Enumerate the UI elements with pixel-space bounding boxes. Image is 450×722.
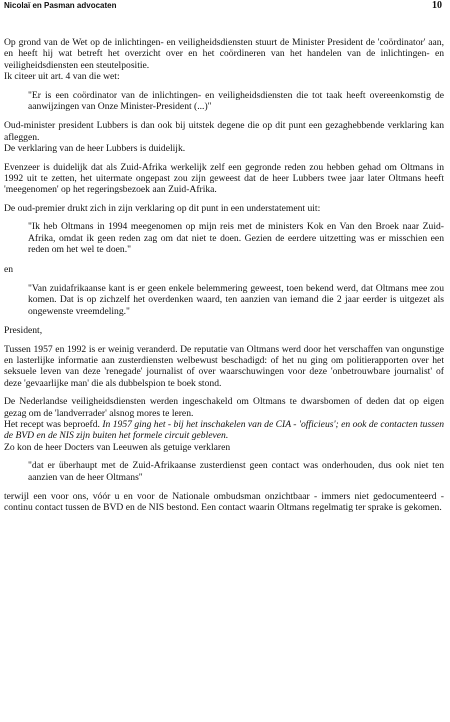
document-body: [4, 37, 444, 521]
connector-word: en: [4, 263, 14, 275]
page-header: [4, 1, 442, 13]
paragraph: Op grond van de Wet op de inlichtingen- en veiligheidsdiensten stuurt de Minister President de 'coördinator' aan, en heeft hij wat betreft het overzicht over en het coördineren van het handelen van de inlichtingen- en veiligheidsdiensten een steutelpositie.: [4, 37, 444, 71]
paragraph: Ik citeer uit art. 4 van die wet:: [4, 71, 120, 83]
paragraph: Evenzeer is duidelijk dat als Zuid-Afrika werkelijk zelf een gegronde reden zou hebben gehad om Oltmans in 1992 uit te zetten, het uitermate ongepast zou zijn geweest dat de heer Lubbers twee jaar later Oltmans heeft 'meegenomen' op het regeringsbezoek aan Zuid-Afrika.: [4, 161, 444, 196]
paragraph: De Nederlandse veiligheidsdiensten werden ingeschakeld om Oltmans te dwarsbomen of deden dat op eigen gezag om de 'landverrader' alsnog mores te leren.: [4, 396, 444, 419]
paragraph-italic: In 1957 ging het - bij het inschakelen van de CIA - 'officieus'; en ook de contacten tussen de BVD en de NIS zijn buiten het formele circuit gebleven.: [4, 418, 445, 442]
quotation: "Er is een coördinator van de inlichtingen- en veiligheidsdiensten die tot taak heeft overeenkomstig de aanwijzingen van Onze Minister-President (...)": [28, 89, 444, 113]
page-number: 10: [432, 0, 442, 11]
paragraph: Tussen 1957 en 1992 is er weinig veranderd. De reputatie van Oltmans werd door het verschaffen van ongunstige en lasterlijke informatie aan zusterdiensten welbewust beschadigd: of het nu ging om politierapporten over het seksuele leven van deze 'renegade' journalist of over waarschuwingen voor deze 'onbetrouwbare journalist' of deze 'gevaarlijke man' die als dubbelspion te boek stond.: [4, 343, 444, 389]
quotation: "Ik heb Oltmans in 1994 meegenomen op mijn reis met de ministers Kok en Van den Broek naar Zuid-Afrika, omdat ik geen reden zag om dat niet te doen. Gezien de eerdere uitzetting was er misschien een reden om het wel te doen.": [28, 221, 444, 256]
paragraph: De verklaring van de heer Lubbers is duidelijk.: [4, 143, 186, 155]
paragraph-lead: Het recept was beproefd.: [4, 418, 103, 430]
quotation: "dat er überhaupt met de Zuid-Afrikaanse zusterdienst geen contact was onderhouden, dus ook niet ten aanzien van de heer Oltmans": [28, 460, 444, 483]
paragraph: Zo kon de heer Docters van Leeuwen als getuige verklaren: [4, 441, 231, 453]
paragraph: terwijl een voor ons, vóór u en voor de Nationale ombudsman onzichtbaar - immers niet gedocumenteerd - continu contact tussen de BVD en de NIS bestond. Een contact waarin Oltmans regelmatig ter sprake is gekomen.: [4, 491, 444, 514]
quotation: "Van zuidafrikaanse kant is er geen enkele belemmering geweest, toen bekend werd, dat Oltmans mee zou komen. Dat is op zichzelf het overdenken waard, ten aanzien van iemand die 2 jaar eerder is uitgezet als ongewenste vreemdeling.": [28, 282, 444, 317]
salutation: President,: [4, 325, 43, 337]
paragraph: De oud-premier drukt zich in zijn verklaring op dit punt in een understatement uit:: [4, 202, 321, 214]
paragraph: [4, 419, 444, 442]
paragraph: Oud-minister president Lubbers is dan ook bij uitstek degene die op dit punt een gezaghebbende verklaring kan afleggen.: [4, 120, 444, 143]
firm-name: Nicolaï en Pasman advocaten: [4, 1, 117, 10]
